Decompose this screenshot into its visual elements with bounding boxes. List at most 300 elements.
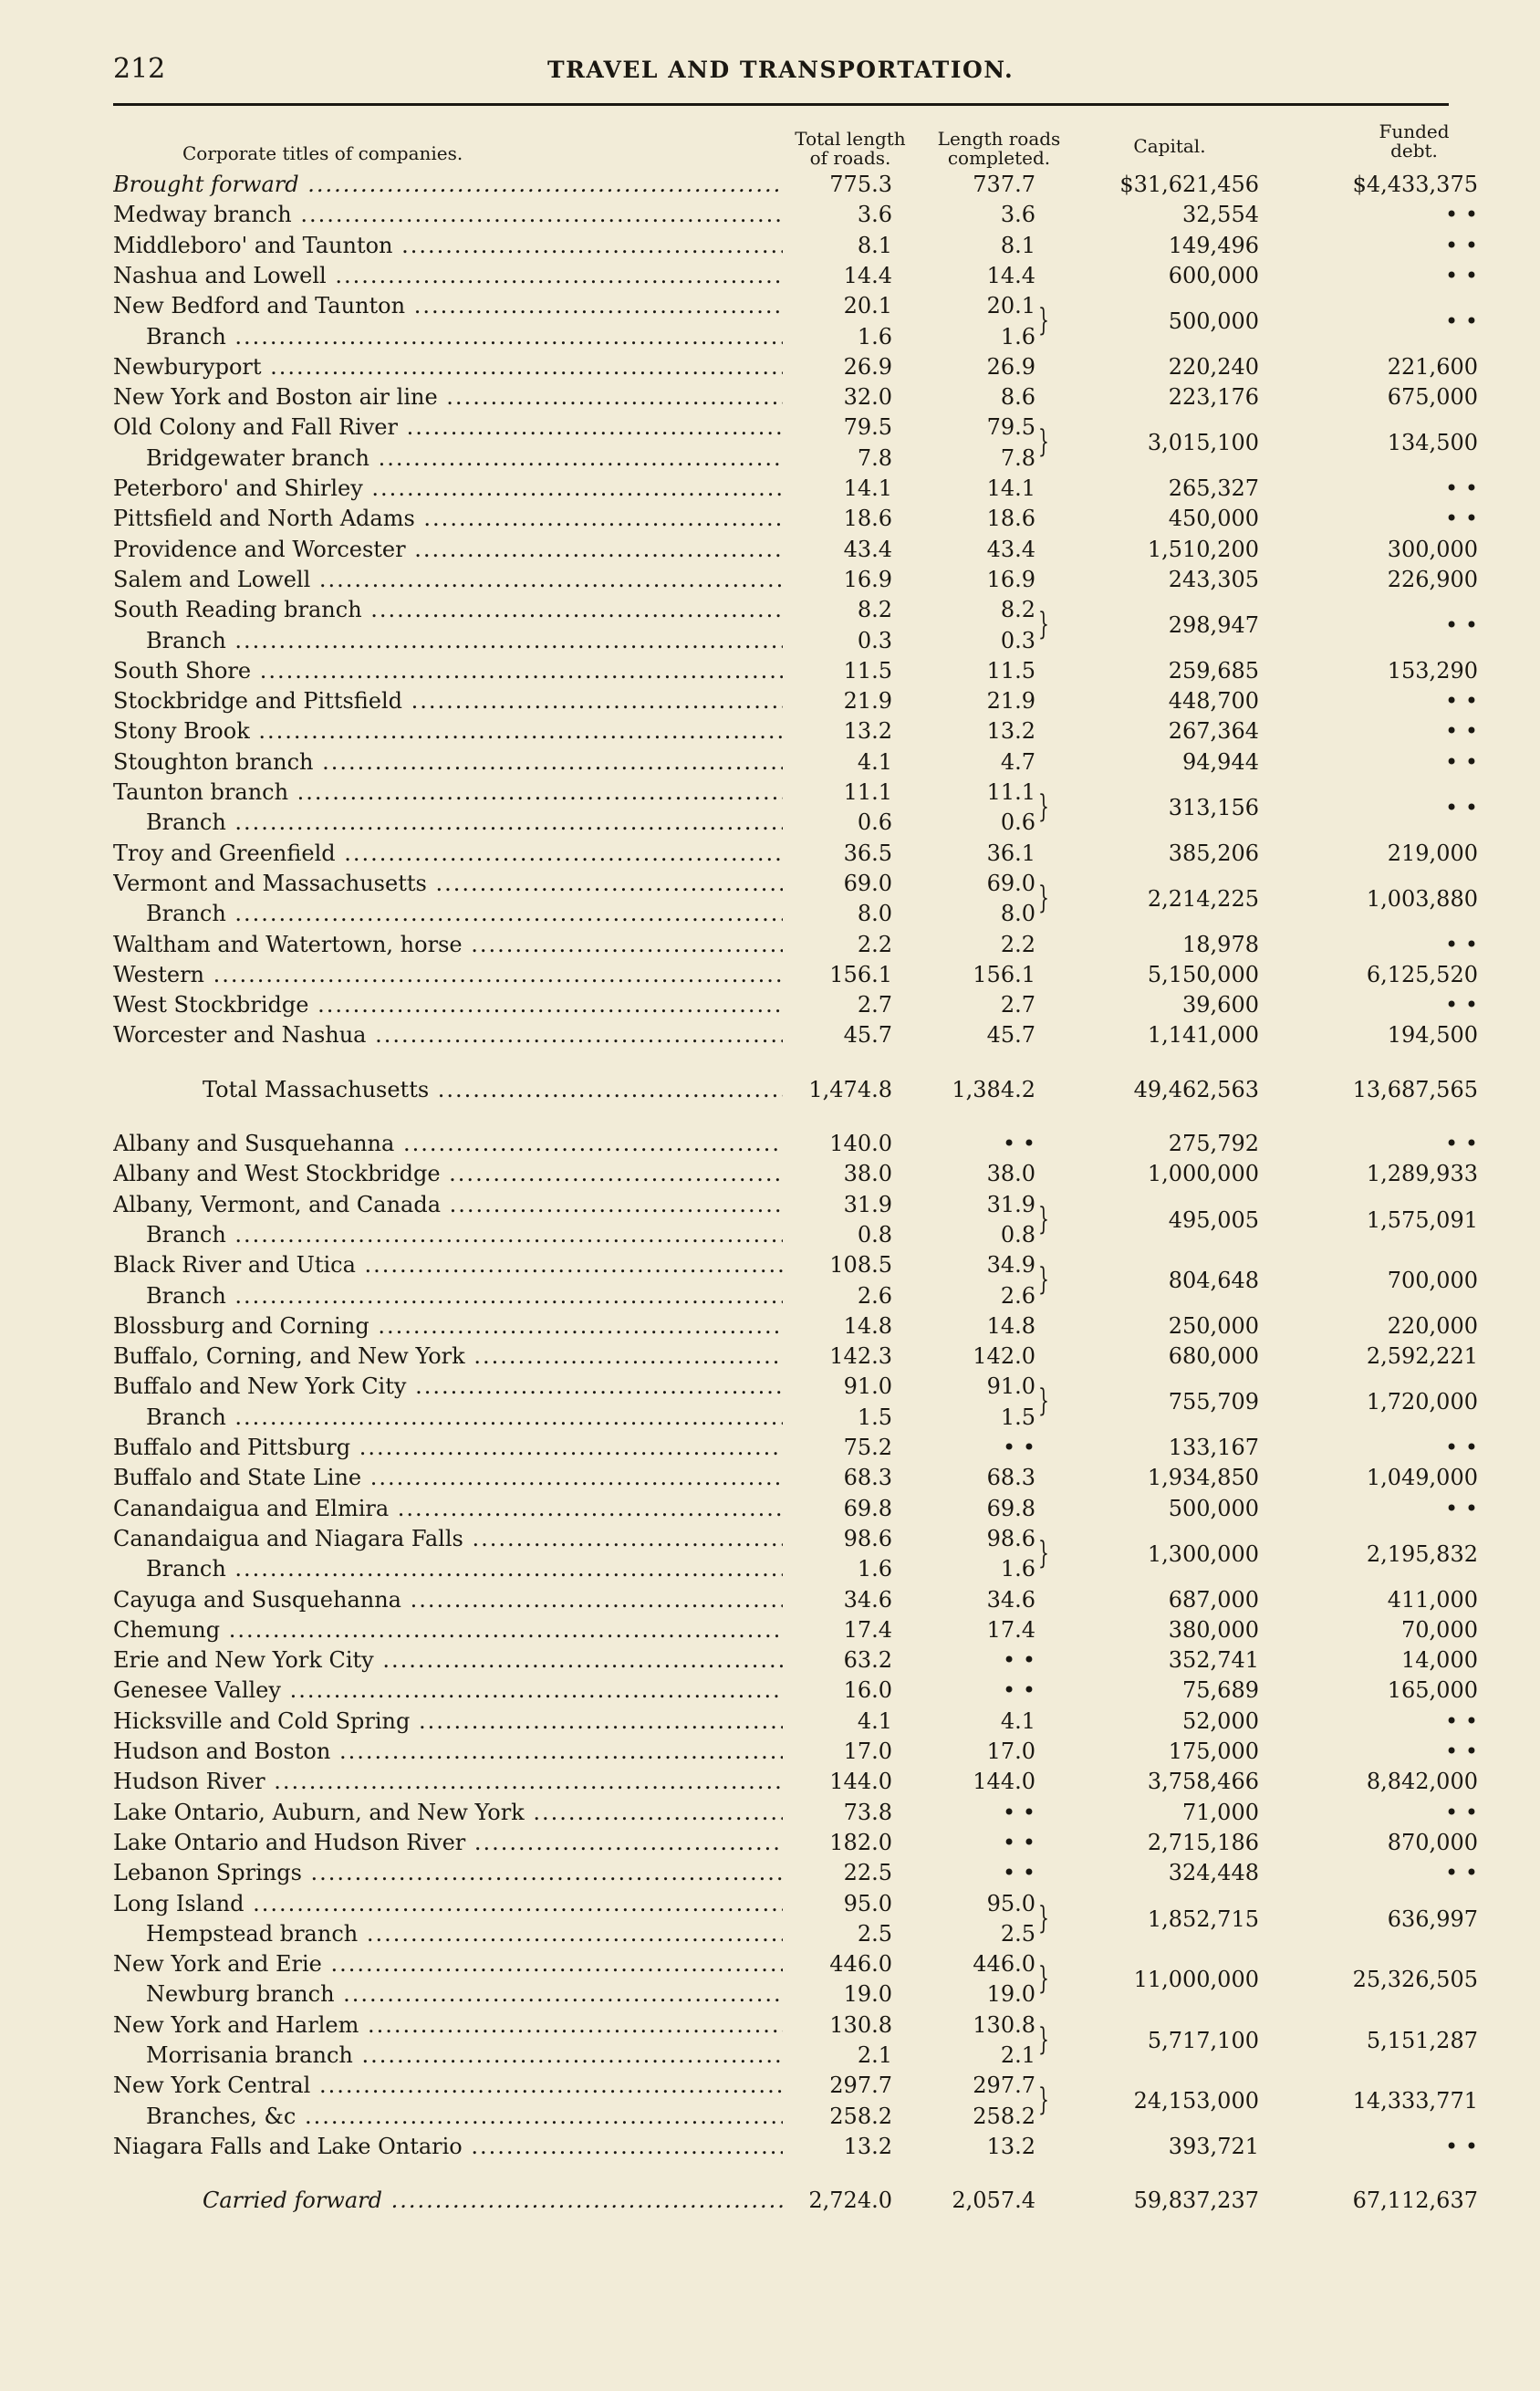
length-completed-cell: 130.8 bbox=[973, 2011, 1035, 2038]
table-row bbox=[0, 716, 1540, 746]
funded-debt-cell: 300,000 bbox=[1387, 536, 1478, 562]
company-name: Hudson and Boston ..... bbox=[113, 1737, 783, 1766]
company-name: Long Island ..... bbox=[113, 1889, 783, 1918]
table-row bbox=[0, 261, 1540, 290]
funded-debt-cell: 14,333,771 bbox=[1352, 2088, 1478, 2114]
capital-cell: 313,156 bbox=[1168, 795, 1259, 820]
table-row bbox=[0, 960, 1540, 989]
capital-cell: 3,758,466 bbox=[1147, 1769, 1259, 1795]
funded-debt-cell: 67,112,637 bbox=[1352, 2187, 1478, 2214]
table-row bbox=[0, 1463, 1540, 1492]
funded-debt-cell: 220,000 bbox=[1387, 1312, 1478, 1339]
length-completed-cell: 21.9 bbox=[986, 688, 1035, 715]
company-name: Nashua and Lowell ..... bbox=[113, 261, 783, 290]
length-completed-cell: 14.1 bbox=[986, 475, 1035, 501]
table-row bbox=[0, 2186, 1540, 2215]
table-row bbox=[0, 1828, 1540, 1857]
table-row bbox=[0, 626, 1540, 655]
capital-cell: 267,364 bbox=[1168, 718, 1259, 745]
company-name: Albany, Vermont, and Canada ..... bbox=[113, 1190, 783, 1219]
capital-cell: 223,176 bbox=[1168, 384, 1259, 411]
length-completed-cell: 4.7 bbox=[1000, 748, 1035, 775]
total-length-cell: 63.2 bbox=[843, 1647, 892, 1674]
length-completed-cell: 34.9 bbox=[986, 1252, 1035, 1279]
total-length-cell: 108.5 bbox=[829, 1252, 892, 1279]
total-length-cell: 36.5 bbox=[843, 840, 892, 866]
total-length-cell: 34.6 bbox=[843, 1586, 892, 1613]
length-completed-cell: 2.1 bbox=[1000, 2042, 1035, 2068]
capital-cell: 380,000 bbox=[1168, 1616, 1259, 1643]
total-length-cell: 17.4 bbox=[843, 1616, 892, 1643]
table-row bbox=[0, 899, 1540, 928]
brace-glyph: } bbox=[1038, 1534, 1049, 1571]
funded-debt-cell: 165,000 bbox=[1387, 1677, 1478, 1704]
capital-cell: 275,792 bbox=[1168, 1131, 1259, 1156]
total-length-cell: 20.1 bbox=[843, 293, 892, 319]
brace-glyph: } bbox=[1038, 1200, 1049, 1237]
company-name: Branch ..... bbox=[146, 1220, 783, 1249]
table-row bbox=[0, 930, 1540, 959]
company-name: South Reading branch ..... bbox=[113, 595, 783, 624]
length-completed-cell: 17.4 bbox=[986, 1616, 1035, 1643]
table-row bbox=[0, 352, 1540, 381]
length-completed-cell: 17.0 bbox=[986, 1738, 1035, 1764]
length-completed-cell: 13.2 bbox=[986, 2133, 1035, 2159]
length-completed-cell: • • bbox=[1003, 1799, 1035, 1825]
funded-debt-cell: 194,500 bbox=[1387, 1022, 1478, 1049]
length-completed-cell: 16.9 bbox=[986, 566, 1035, 592]
capital-cell: 450,000 bbox=[1168, 506, 1259, 532]
table-row bbox=[0, 1075, 1540, 1104]
table-row bbox=[0, 1585, 1540, 1614]
company-name: Albany and West Stockbridge ..... bbox=[113, 1159, 783, 1188]
capital-cell: 804,648 bbox=[1168, 1268, 1259, 1294]
funded-debt-cell: • • bbox=[1445, 308, 1478, 335]
funded-debt-cell: 2,592,221 bbox=[1366, 1343, 1478, 1370]
company-name: Vermont and Massachusetts ..... bbox=[113, 869, 783, 898]
table-row bbox=[0, 1311, 1540, 1341]
length-completed-cell: 2.5 bbox=[1000, 1920, 1035, 1947]
company-name: Stoughton branch ..... bbox=[113, 747, 783, 777]
funded-debt-cell: • • bbox=[1445, 2133, 1478, 2159]
company-name: Lebanon Springs ..... bbox=[113, 1858, 783, 1887]
length-completed-cell: 26.9 bbox=[986, 353, 1035, 380]
company-name: Lake Ontario, Auburn, and New York ..... bbox=[113, 1798, 783, 1827]
company-name: Hicksville and Cold Spring ..... bbox=[113, 1707, 783, 1736]
brace-glyph: } bbox=[1038, 1960, 1049, 1998]
funded-debt-cell: 1,720,000 bbox=[1366, 1389, 1478, 1415]
total-length-cell: 4.1 bbox=[857, 1707, 892, 1734]
company-name: New York and Harlem ..... bbox=[113, 2010, 783, 2040]
company-name: Old Colony and Fall River ..... bbox=[113, 412, 783, 442]
capital-cell: 1,510,200 bbox=[1147, 536, 1259, 562]
capital-cell: 448,700 bbox=[1168, 688, 1259, 715]
company-name: Genesee Valley ..... bbox=[113, 1676, 783, 1705]
length-completed-cell: 45.7 bbox=[986, 1022, 1035, 1049]
table-row bbox=[0, 1979, 1540, 2009]
funded-debt-cell: 2,195,832 bbox=[1366, 1540, 1478, 1567]
company-name: Morrisania branch ..... bbox=[146, 2041, 783, 2070]
funded-debt-cell: 8,842,000 bbox=[1366, 1769, 1478, 1795]
length-completed-cell: 11.5 bbox=[986, 657, 1035, 684]
capital-cell: 385,206 bbox=[1168, 840, 1259, 866]
funded-debt-cell: 1,003,880 bbox=[1366, 885, 1478, 912]
length-completed-cell: 0.8 bbox=[1000, 1221, 1035, 1248]
table-row bbox=[0, 1494, 1540, 1523]
company-name: Peterboro' and Shirley ..... bbox=[113, 474, 783, 503]
capital-cell: 49,462,563 bbox=[1133, 1076, 1259, 1102]
funded-debt-cell: 870,000 bbox=[1387, 1829, 1478, 1855]
funded-debt-cell: • • bbox=[1445, 1799, 1478, 1825]
total-length-cell: 0.8 bbox=[857, 1221, 892, 1248]
total-length-cell: 144.0 bbox=[829, 1769, 892, 1795]
capital-cell: 680,000 bbox=[1168, 1343, 1259, 1370]
brace-glyph: } bbox=[1038, 879, 1049, 916]
table-row bbox=[0, 170, 1540, 199]
total-length-cell: 8.1 bbox=[857, 232, 892, 258]
company-name: New Bedford and Taunton ..... bbox=[113, 291, 783, 320]
length-completed-cell: 18.6 bbox=[986, 506, 1035, 532]
capital-cell: 2,715,186 bbox=[1147, 1829, 1259, 1855]
company-name: New York Central ..... bbox=[113, 2071, 783, 2100]
company-name: Black River and Utica ..... bbox=[113, 1250, 783, 1279]
company-name: Taunton branch ..... bbox=[113, 778, 783, 807]
length-completed-cell: 68.3 bbox=[986, 1465, 1035, 1491]
total-length-cell: 18.6 bbox=[843, 506, 892, 532]
length-completed-cell: • • bbox=[1003, 1677, 1035, 1704]
brace-glyph: } bbox=[1038, 1261, 1049, 1299]
capital-cell: 5,150,000 bbox=[1147, 961, 1259, 987]
company-name: Brought forward ..... bbox=[113, 170, 783, 199]
total-length-cell: 26.9 bbox=[843, 353, 892, 380]
company-name: Branch ..... bbox=[146, 1403, 783, 1432]
page-number: 212 bbox=[113, 53, 166, 85]
table-row bbox=[0, 474, 1540, 503]
column-header-funded-debt: Funded debt. bbox=[1379, 120, 1450, 162]
brace-glyph: } bbox=[1038, 606, 1049, 643]
table-row bbox=[0, 1020, 1540, 1049]
table-row bbox=[0, 990, 1540, 1019]
table-row bbox=[0, 1707, 1540, 1736]
funded-debt-cell: • • bbox=[1445, 506, 1478, 532]
funded-debt-cell: 221,600 bbox=[1387, 353, 1478, 380]
funded-debt-cell: 675,000 bbox=[1387, 384, 1478, 411]
table-row bbox=[0, 1645, 1540, 1675]
total-length-cell: 31.9 bbox=[843, 1191, 892, 1217]
funded-debt-cell: 5,151,287 bbox=[1366, 2027, 1478, 2053]
total-length-cell: 21.9 bbox=[843, 688, 892, 715]
capital-cell: 687,000 bbox=[1168, 1586, 1259, 1613]
company-name: Pittsfield and North Adams ..... bbox=[113, 504, 783, 533]
brace-glyph: } bbox=[1038, 302, 1049, 339]
funded-debt-cell: 636,997 bbox=[1387, 1905, 1478, 1932]
capital-cell: 265,327 bbox=[1168, 475, 1259, 501]
table-row bbox=[0, 1767, 1540, 1796]
capital-cell: 11,000,000 bbox=[1133, 1967, 1259, 1993]
table-row bbox=[0, 504, 1540, 533]
company-name: Branch ..... bbox=[146, 899, 783, 928]
length-completed-cell: 1.6 bbox=[1000, 1556, 1035, 1582]
table-row bbox=[0, 839, 1540, 868]
total-length-cell: 1,474.8 bbox=[808, 1076, 892, 1102]
table-row bbox=[0, 656, 1540, 685]
length-completed-cell: 34.6 bbox=[986, 1586, 1035, 1613]
brace-glyph: } bbox=[1038, 423, 1049, 461]
table-row bbox=[0, 686, 1540, 715]
brace-glyph: } bbox=[1038, 788, 1049, 825]
length-completed-cell: 297.7 bbox=[973, 2073, 1035, 2099]
length-completed-cell: 14.8 bbox=[986, 1312, 1035, 1339]
total-length-cell: 0.6 bbox=[857, 809, 892, 836]
company-name: Branch ..... bbox=[146, 322, 783, 351]
total-length-cell: 297.7 bbox=[829, 2073, 892, 2099]
capital-cell: 59,837,237 bbox=[1133, 2187, 1259, 2214]
capital-cell: 2,214,225 bbox=[1147, 885, 1259, 912]
funded-debt-cell: 14,000 bbox=[1401, 1647, 1478, 1674]
capital-cell: 243,305 bbox=[1168, 566, 1259, 592]
total-length-cell: 140.0 bbox=[829, 1131, 892, 1156]
funded-debt-cell: $4,433,375 bbox=[1352, 172, 1478, 197]
funded-debt-cell: • • bbox=[1445, 232, 1478, 258]
total-length-cell: 2.1 bbox=[857, 2042, 892, 2068]
company-name: Branch ..... bbox=[146, 808, 783, 837]
total-length-cell: 68.3 bbox=[843, 1465, 892, 1491]
capital-cell: 1,934,850 bbox=[1147, 1465, 1259, 1491]
company-name: Erie and New York City ..... bbox=[113, 1645, 783, 1675]
table-row bbox=[0, 747, 1540, 777]
length-completed-cell: 8.6 bbox=[1000, 384, 1035, 411]
length-completed-cell: 446.0 bbox=[973, 1951, 1035, 1978]
company-name: Branch ..... bbox=[146, 626, 783, 655]
table-row bbox=[0, 565, 1540, 594]
table-row bbox=[0, 1403, 1540, 1432]
funded-debt-cell: 25,326,505 bbox=[1352, 1967, 1478, 1993]
company-name: Lake Ontario and Hudson River ..... bbox=[113, 1828, 783, 1857]
funded-debt-cell: 6,125,520 bbox=[1366, 961, 1478, 987]
company-name: Niagara Falls and Lake Ontario ..... bbox=[113, 2132, 783, 2161]
table-row bbox=[0, 1159, 1540, 1188]
total-length-cell: 7.8 bbox=[857, 444, 892, 471]
total-length-cell: 182.0 bbox=[829, 1829, 892, 1855]
length-completed-cell: 43.4 bbox=[986, 536, 1035, 562]
length-completed-cell: 8.2 bbox=[1000, 597, 1035, 623]
funded-debt-cell: 700,000 bbox=[1387, 1268, 1478, 1294]
capital-cell: 250,000 bbox=[1168, 1312, 1259, 1339]
column-header-title: Corporate titles of companies. bbox=[182, 142, 463, 164]
company-name: Stony Brook ..... bbox=[113, 716, 783, 746]
company-name: Medway branch ..... bbox=[113, 200, 783, 229]
funded-debt-cell: 411,000 bbox=[1387, 1586, 1478, 1613]
company-name: Salem and Lowell ..... bbox=[113, 565, 783, 594]
table-row bbox=[0, 2102, 1540, 2131]
length-completed-cell: 19.0 bbox=[986, 1981, 1035, 2008]
capital-cell: 24,153,000 bbox=[1133, 2088, 1259, 2114]
total-length-cell: 156.1 bbox=[829, 961, 892, 987]
capital-cell: 133,167 bbox=[1168, 1435, 1259, 1460]
capital-cell: 18,978 bbox=[1182, 931, 1259, 957]
company-name: New York and Boston air line ..... bbox=[113, 382, 783, 412]
total-length-cell: 0.3 bbox=[857, 627, 892, 653]
company-name: Chemung ..... bbox=[113, 1615, 783, 1644]
total-length-cell: 142.3 bbox=[829, 1343, 892, 1370]
total-length-cell: 2.2 bbox=[857, 931, 892, 957]
company-name: Canandaigua and Elmira ..... bbox=[113, 1494, 783, 1523]
total-length-cell: 79.5 bbox=[843, 414, 892, 441]
running-title: TRAVEL AND TRANSPORTATION. bbox=[547, 57, 1015, 83]
capital-cell: 495,005 bbox=[1168, 1206, 1259, 1233]
table-row bbox=[0, 2132, 1540, 2161]
capital-cell: 500,000 bbox=[1168, 308, 1259, 335]
capital-cell: 755,709 bbox=[1168, 1389, 1259, 1415]
total-length-cell: 13.2 bbox=[843, 718, 892, 745]
funded-debt-cell: • • bbox=[1445, 718, 1478, 745]
total-length-cell: 16.9 bbox=[843, 566, 892, 592]
total-length-cell: 14.4 bbox=[843, 262, 892, 288]
length-completed-cell: 142.0 bbox=[973, 1343, 1035, 1370]
length-completed-cell: 8.1 bbox=[1000, 232, 1035, 258]
capital-cell: 298,947 bbox=[1168, 612, 1259, 639]
length-completed-cell: • • bbox=[1003, 1435, 1035, 1460]
brace-glyph: } bbox=[1038, 2020, 1049, 2058]
total-length-cell: 17.0 bbox=[843, 1738, 892, 1764]
length-completed-cell: 7.8 bbox=[1000, 444, 1035, 471]
capital-cell: 32,554 bbox=[1182, 202, 1259, 228]
funded-debt-cell: 1,049,000 bbox=[1366, 1465, 1478, 1491]
table-row bbox=[0, 322, 1540, 351]
brace-glyph: } bbox=[1038, 1899, 1049, 1937]
table-row bbox=[0, 1129, 1540, 1158]
length-completed-cell: 13.2 bbox=[986, 718, 1035, 745]
length-completed-cell: 156.1 bbox=[973, 961, 1035, 987]
length-completed-cell: 0.6 bbox=[1000, 809, 1035, 836]
capital-cell: 149,496 bbox=[1168, 232, 1259, 258]
length-completed-cell: 1,384.2 bbox=[952, 1076, 1035, 1102]
table-row bbox=[0, 231, 1540, 260]
table-row bbox=[0, 1737, 1540, 1766]
length-completed-cell: • • bbox=[1003, 1647, 1035, 1674]
brace-glyph: } bbox=[1038, 2082, 1049, 2119]
funded-debt-cell: • • bbox=[1445, 202, 1478, 228]
length-completed-cell: 69.8 bbox=[986, 1495, 1035, 1521]
company-name: Buffalo and New York City ..... bbox=[113, 1372, 783, 1401]
company-name: Middleboro' and Taunton ..... bbox=[113, 231, 783, 260]
table-row bbox=[0, 1919, 1540, 1948]
table-row bbox=[0, 808, 1540, 837]
company-name: Carried forward ..... bbox=[203, 2186, 783, 2215]
length-completed-cell: 20.1 bbox=[986, 293, 1035, 319]
funded-debt-cell: 153,290 bbox=[1387, 657, 1478, 684]
total-length-cell: 98.6 bbox=[843, 1525, 892, 1551]
length-completed-cell: 91.0 bbox=[986, 1373, 1035, 1400]
capital-cell: 1,000,000 bbox=[1147, 1161, 1259, 1187]
length-completed-cell: 31.9 bbox=[986, 1191, 1035, 1217]
table-row bbox=[0, 1858, 1540, 1887]
total-length-cell: 75.2 bbox=[843, 1435, 892, 1460]
length-completed-cell: 98.6 bbox=[986, 1525, 1035, 1551]
table-row bbox=[0, 2041, 1540, 2070]
length-completed-cell: • • bbox=[1003, 1829, 1035, 1855]
length-completed-cell: 69.0 bbox=[986, 870, 1035, 896]
company-name: Western ..... bbox=[113, 960, 783, 989]
length-completed-cell: 2.7 bbox=[1000, 992, 1035, 1018]
length-completed-cell: 3.6 bbox=[1000, 202, 1035, 228]
length-completed-cell: • • bbox=[1003, 1131, 1035, 1156]
capital-cell: 1,300,000 bbox=[1147, 1540, 1259, 1567]
funded-debt-cell: • • bbox=[1445, 1495, 1478, 1521]
company-name: Bridgewater branch ..... bbox=[146, 444, 783, 473]
total-length-cell: 2,724.0 bbox=[808, 2187, 892, 2214]
length-completed-cell: 0.3 bbox=[1000, 627, 1035, 653]
funded-debt-cell: 134,500 bbox=[1387, 430, 1478, 456]
company-name: Blossburg and Corning ..... bbox=[113, 1311, 783, 1341]
length-completed-cell: 737.7 bbox=[973, 172, 1035, 197]
funded-debt-cell: • • bbox=[1445, 992, 1478, 1018]
funded-debt-cell: 1,575,091 bbox=[1366, 1206, 1478, 1233]
length-completed-cell: 79.5 bbox=[986, 414, 1035, 441]
total-length-cell: 130.8 bbox=[829, 2011, 892, 2038]
total-length-cell: 1.6 bbox=[857, 1556, 892, 1582]
table-row bbox=[0, 382, 1540, 412]
funded-debt-cell: • • bbox=[1445, 1707, 1478, 1734]
capital-cell: 1,141,000 bbox=[1147, 1022, 1259, 1049]
company-name: Providence and Worcester ..... bbox=[113, 535, 783, 564]
funded-debt-cell: • • bbox=[1445, 931, 1478, 957]
length-completed-cell: 11.1 bbox=[986, 779, 1035, 805]
table-row bbox=[0, 1220, 1540, 1249]
company-name: Canandaigua and Niagara Falls ..... bbox=[113, 1524, 783, 1553]
total-length-cell: 3.6 bbox=[857, 202, 892, 228]
length-completed-cell: • • bbox=[1003, 1860, 1035, 1886]
total-length-cell: 446.0 bbox=[829, 1951, 892, 1978]
table-row bbox=[0, 1281, 1540, 1310]
funded-debt-cell: • • bbox=[1445, 1738, 1478, 1764]
header-rule bbox=[113, 103, 1449, 106]
table-row bbox=[0, 1615, 1540, 1644]
capital-cell: 500,000 bbox=[1168, 1495, 1259, 1521]
funded-debt-cell: • • bbox=[1445, 612, 1478, 639]
company-name: Cayuga and Susquehanna ..... bbox=[113, 1585, 783, 1614]
table-row bbox=[0, 1798, 1540, 1827]
company-name: Branch ..... bbox=[146, 1281, 783, 1310]
total-length-cell: 45.7 bbox=[843, 1022, 892, 1049]
total-length-cell: 19.0 bbox=[843, 1981, 892, 2008]
capital-cell: 52,000 bbox=[1182, 1707, 1259, 1734]
length-completed-cell: 38.0 bbox=[986, 1161, 1035, 1187]
company-name: Branch ..... bbox=[146, 1554, 783, 1583]
funded-debt-cell: • • bbox=[1445, 748, 1478, 775]
company-name: Branches, &c ..... bbox=[146, 2102, 783, 2131]
total-length-cell: 2.5 bbox=[857, 1920, 892, 1947]
total-length-cell: 11.1 bbox=[843, 779, 892, 805]
company-name: Albany and Susquehanna ..... bbox=[113, 1129, 783, 1158]
table-row bbox=[0, 200, 1540, 229]
length-completed-cell: 2.2 bbox=[1000, 931, 1035, 957]
company-name: Hempstead branch ..... bbox=[146, 1919, 783, 1948]
length-completed-cell: 14.4 bbox=[986, 262, 1035, 288]
table-row bbox=[0, 444, 1540, 473]
funded-debt-cell: • • bbox=[1445, 688, 1478, 715]
capital-cell: 71,000 bbox=[1182, 1799, 1259, 1825]
total-length-cell: 1.6 bbox=[857, 323, 892, 350]
capital-cell: 1,852,715 bbox=[1147, 1905, 1259, 1932]
capital-cell: 94,944 bbox=[1182, 748, 1259, 775]
total-length-cell: 16.0 bbox=[843, 1677, 892, 1704]
company-name: Newburg branch ..... bbox=[146, 1979, 783, 2009]
length-completed-cell: 1.6 bbox=[1000, 323, 1035, 350]
total-length-cell: 14.8 bbox=[843, 1312, 892, 1339]
total-length-cell: 95.0 bbox=[843, 1890, 892, 1916]
capital-cell: 259,685 bbox=[1168, 657, 1259, 684]
